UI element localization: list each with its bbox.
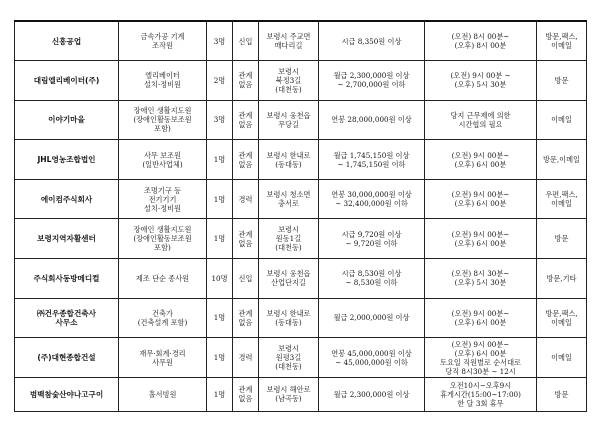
location-cell: 보령시 원평3길 (대천동): [259, 338, 319, 378]
company-cell: 범백참숯산야나고구이: [15, 377, 119, 411]
company-cell: 신흥공업: [15, 21, 119, 61]
job-title-cell: 장애인 생활지도원 (장애인활동보조원 포함): [119, 219, 207, 259]
job-title-cell: 건축가 (건축설계 포함): [119, 298, 207, 338]
work-hours-cell: (오전) 9시 00분~ (오후) 6시 00분: [425, 179, 537, 219]
wage-cell: 월급 1,745,150원 이상 ~ 1,745,150원 이하: [319, 140, 425, 180]
table-row: [15, 219, 587, 259]
career-cell: 관계 없음: [233, 61, 259, 101]
headcount-cell: 1명: [207, 338, 233, 378]
table-row: [15, 259, 587, 299]
job-listings-table: [14, 20, 587, 412]
application-method-cell: 방문,팩스, 이메일: [537, 298, 587, 338]
location-cell: 보령시 한내로 (동대동): [259, 298, 319, 338]
table-body: [15, 21, 587, 411]
location-cell: 보령시 웅천읍 무당길: [259, 100, 319, 140]
work-hours-cell: 당지 근무제에 의한 시간협의 필요: [425, 100, 537, 140]
application-method-cell: 방문: [537, 377, 587, 411]
wage-cell: 시급 8,530원 이상 ~ 8,530원 이하: [319, 259, 425, 299]
wage-cell: 월급 2,300,000원 이상 ~ 2,700,000원 이하: [319, 61, 425, 101]
wage-cell: 연봉 45,000,000원 이상 ~ 45,000,000원 이하: [319, 338, 425, 378]
location-cell: 보령시 주교면 매다리길: [259, 21, 319, 61]
location-cell: 보령시 청소면 충서로: [259, 179, 319, 219]
table-row: [15, 298, 587, 338]
application-method-cell: 방문: [537, 61, 587, 101]
company-cell: 주식회사동방메디컬: [15, 259, 119, 299]
job-title-cell: 장애인 생활지도원 (장애인활동보조원 포함): [119, 100, 207, 140]
work-hours-cell: 오전10시~오후9시 휴게시간(15:00~17:00) 한 달 3회 휴무: [425, 377, 537, 411]
location-cell: 보령시 북정3길 (대천동): [259, 61, 319, 101]
application-method-cell: 방문: [537, 219, 587, 259]
table-row: [15, 61, 587, 101]
wage-cell: 연봉 28,000,000원 이상: [319, 100, 425, 140]
company-cell: JHL영농조합법인: [15, 140, 119, 180]
job-title-cell: 금속가공 기계 조작원: [119, 21, 207, 61]
application-method-cell: 우편,팩스, 이메일: [537, 179, 587, 219]
career-cell: 관계 없음: [233, 140, 259, 180]
company-cell: (주)대현종합건설: [15, 338, 119, 378]
work-hours-cell: (오전) 9시 00분~ (오후) 6시 00분: [425, 219, 537, 259]
application-method-cell: 이메일: [537, 100, 587, 140]
application-method-cell: 이메일: [537, 338, 587, 378]
wage-cell: 월급 2,300,000원 이상: [319, 377, 425, 411]
company-cell: 이야기마을: [15, 100, 119, 140]
table-row: [15, 338, 587, 378]
headcount-cell: 1명: [207, 179, 233, 219]
headcount-cell: 1명: [207, 298, 233, 338]
headcount-cell: 3명: [207, 21, 233, 61]
location-cell: 보령시 웅천읍 산업단지길: [259, 259, 319, 299]
headcount-cell: 2명: [207, 61, 233, 101]
work-hours-cell: (오전) 8시 00분~ (오후) 8시 00분: [425, 21, 537, 61]
career-cell: 경력: [233, 179, 259, 219]
table-row: [15, 377, 587, 411]
table-row: [15, 100, 587, 140]
application-method-cell: 방문,이메일: [537, 140, 587, 180]
work-hours-cell: (오전) 9시 00분 ~ (오후) 5시 30분: [425, 61, 537, 101]
career-cell: 신입: [233, 259, 259, 299]
application-method-cell: 방문,팩스, 이메일: [537, 21, 587, 61]
company-cell: 보령지역자활센터: [15, 219, 119, 259]
headcount-cell: 10명: [207, 259, 233, 299]
location-cell: 보령시 원동1길 (대천동): [259, 219, 319, 259]
headcount-cell: 1명: [207, 219, 233, 259]
job-title-cell: 제조 단순 종사원: [119, 259, 207, 299]
headcount-cell: 3명: [207, 100, 233, 140]
location-cell: 보령시 한내로 (동대동): [259, 140, 319, 180]
career-cell: 관계 없음: [233, 377, 259, 411]
table-row: [15, 21, 587, 61]
wage-cell: 시급 8,350원 이상: [319, 21, 425, 61]
career-cell: 경력: [233, 338, 259, 378]
job-title-cell: 사무 보조원 (일반사업체): [119, 140, 207, 180]
table-row: [15, 140, 587, 180]
job-title-cell: 조명기구 등 전기기기 설치·정비원: [119, 179, 207, 219]
job-title-cell: 재무·회계·경리 사무원: [119, 338, 207, 378]
wage-cell: 월급 2,000,000원 이상: [319, 298, 425, 338]
table-row: [15, 179, 587, 219]
work-hours-cell: (오전) 9시 00분~ (오후) 6시 00분 토요일 직원별로 순서대로 당직 8시30분 ~ 12시: [425, 338, 537, 378]
headcount-cell: 1명: [207, 377, 233, 411]
career-cell: 신입: [233, 21, 259, 61]
work-hours-cell: (오전) 9시 00분~ (오후) 6시 00분: [425, 298, 537, 338]
work-hours-cell: (오전) 8시 30분~ (오후) 5시 30분: [425, 259, 537, 299]
application-method-cell: 방문,기타: [537, 259, 587, 299]
headcount-cell: 1명: [207, 140, 233, 180]
company-cell: ㈜건우종합건축사 사무소: [15, 298, 119, 338]
wage-cell: 연봉 30,000,000원 이상 ~ 32,400,000원 이하: [319, 179, 425, 219]
career-cell: 관계 없음: [233, 219, 259, 259]
career-cell: 관계 없음: [233, 100, 259, 140]
company-cell: 대림엘리베이터(주): [15, 61, 119, 101]
location-cell: 보령시 해안로 (남곡동): [259, 377, 319, 411]
wage-cell: 시급 9,720원 이상 ~ 9,720원 이하: [319, 219, 425, 259]
job-title-cell: 홀서빙원: [119, 377, 207, 411]
career-cell: 관계 없음: [233, 298, 259, 338]
company-cell: 에이컴주식회사: [15, 179, 119, 219]
work-hours-cell: (오전) 9시 00분~ (오후) 6시 00분: [425, 140, 537, 180]
job-title-cell: 엘리베이터 설치·정비원: [119, 61, 207, 101]
